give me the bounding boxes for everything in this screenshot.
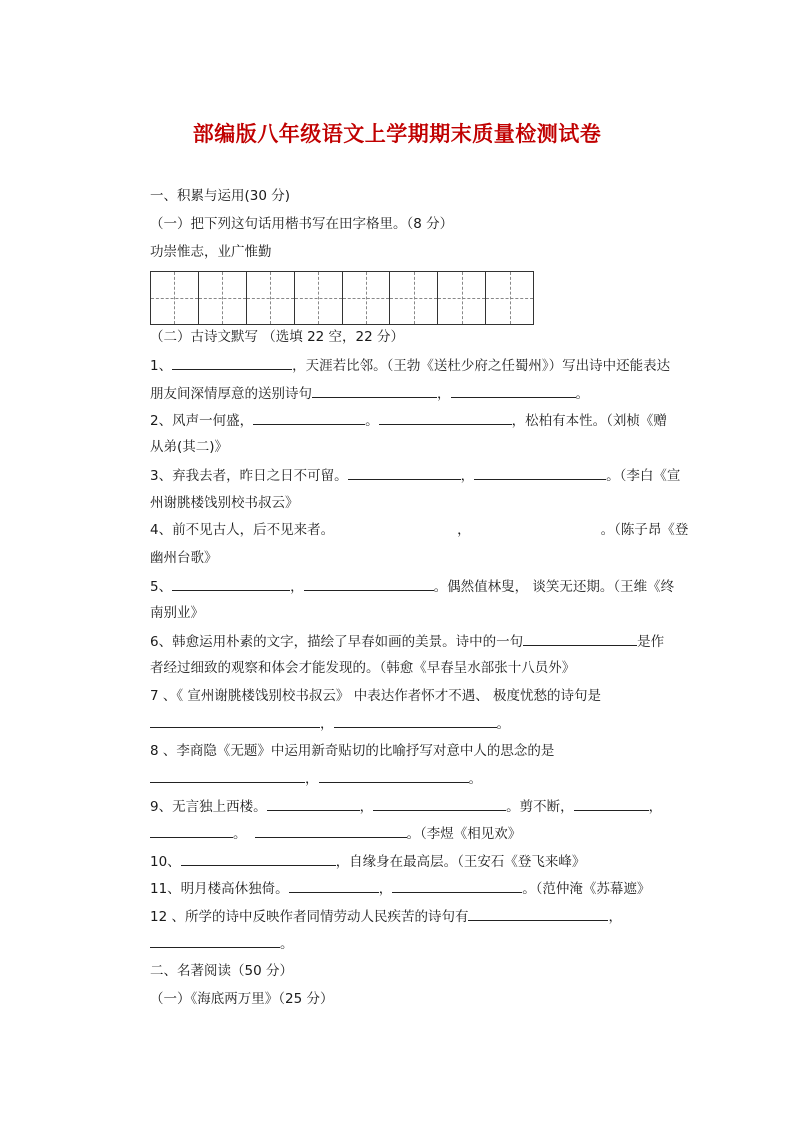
question-text: 1、 xyxy=(150,358,173,374)
question-text: 5、 xyxy=(150,579,173,595)
punct: 。 xyxy=(496,716,510,732)
question-text: 6、韩愈运用朴素的文字，描绘了早春如画的美景。诗中的一句 xyxy=(150,634,524,650)
punct: 。 xyxy=(280,936,294,952)
grid-cell[interactable] xyxy=(295,272,343,324)
answer-blank[interactable] xyxy=(150,934,280,948)
question-text: 10、 xyxy=(150,854,181,870)
punct: 。 xyxy=(575,386,589,402)
question-text: 。（陈子昂《登 xyxy=(600,522,689,538)
punct: ， xyxy=(305,771,319,787)
answer-blank[interactable] xyxy=(172,356,292,370)
section-heading-1: 一、积累与运用(30 分) xyxy=(150,188,291,204)
answer-blank[interactable] xyxy=(379,411,512,425)
punct: 。 xyxy=(233,826,247,842)
punct: ， xyxy=(290,579,304,595)
question-11 xyxy=(150,879,650,898)
answer-blank[interactable] xyxy=(304,577,434,591)
grid-cell[interactable] xyxy=(438,272,486,324)
question-12 xyxy=(150,907,622,926)
question-1-cont xyxy=(150,384,589,403)
question-text: 。（李白《宣 xyxy=(606,468,681,484)
punct: ， xyxy=(457,522,471,538)
question-7: 7 、《 宣州谢朓楼饯别校书叔云》 中表达作者怀才不遇、 极度忧愁的诗句是 xyxy=(150,688,602,704)
grid-cell[interactable] xyxy=(199,272,247,324)
answer-blank[interactable] xyxy=(253,411,365,425)
answer-blank[interactable] xyxy=(150,714,320,728)
question-text: 。偶然值林叟， 谈笑无还期。（王维《终 xyxy=(433,579,675,595)
answer-blank[interactable] xyxy=(150,824,233,838)
grid-cell[interactable] xyxy=(151,272,199,324)
question-9-cont xyxy=(150,824,521,843)
punct: ， xyxy=(437,386,451,402)
question-3 xyxy=(150,466,680,485)
question-text: ，松柏有本性。（刘桢《赠 xyxy=(511,413,667,429)
punct: 。 xyxy=(468,771,482,787)
grid-cell[interactable] xyxy=(247,272,295,324)
question-text: 。剪不断， xyxy=(506,799,574,815)
answer-blank[interactable] xyxy=(255,824,407,838)
punct: 。 xyxy=(365,413,379,429)
question-8: 8 、李商隐《无题》中运用新奇贴切的比喻抒写对意中人的思念的是 xyxy=(150,743,555,759)
question-text: 朋友间深情厚意的送别诗句 xyxy=(150,386,312,402)
question-9 xyxy=(150,797,662,816)
grid-cell[interactable] xyxy=(343,272,391,324)
question-text: ，天涯若比邻。（王勃《送杜少府之任蜀州》）写出诗中还能表达 xyxy=(292,358,671,374)
question-text: 。（范仲淹《苏幕遮》 xyxy=(522,881,651,897)
punct: ， xyxy=(378,881,393,897)
question-text: ，自缘身在最高层。（王安石《登飞来峰》 xyxy=(335,854,586,870)
practice-phrase: 功崇惟志，业广惟勤 xyxy=(150,244,272,260)
question-12-cont xyxy=(150,934,294,953)
answer-blank[interactable] xyxy=(312,384,437,398)
punct: ， xyxy=(460,468,475,484)
answer-blank[interactable] xyxy=(319,769,469,783)
question-6-cont: 者经过细致的观察和体会才能发现的。（韩愈《早春呈水部张十八员外》 xyxy=(150,660,576,676)
answer-blank[interactable] xyxy=(267,797,360,811)
punct: ， xyxy=(648,799,663,815)
answer-blank[interactable] xyxy=(451,384,576,398)
page-title: 部编版八年级语文上学期期末质量检测试卷 xyxy=(192,121,602,146)
question-7-answers xyxy=(150,714,510,733)
question-text: 2、风声一何盛， xyxy=(150,413,254,429)
answer-blank[interactable] xyxy=(348,466,461,480)
question-6 xyxy=(150,632,664,651)
question-2 xyxy=(150,411,667,430)
question-text: 9、无言独上西楼。 xyxy=(150,799,267,815)
answer-blank[interactable] xyxy=(392,879,522,893)
question-8-answers xyxy=(150,769,482,788)
question-5 xyxy=(150,577,674,596)
punct: ， xyxy=(320,716,334,732)
question-3-cont: 州谢朓楼饯别校书叔云》 xyxy=(150,495,299,511)
answer-blank[interactable] xyxy=(181,852,336,866)
punct: ， xyxy=(608,909,622,925)
question-10 xyxy=(150,852,585,871)
answer-blank[interactable] xyxy=(334,714,497,728)
question-2-cont: 从弟(其二)》 xyxy=(150,439,229,455)
question-text: 是作 xyxy=(637,634,665,650)
question-4 xyxy=(150,521,688,539)
answer-blank[interactable] xyxy=(468,907,608,921)
answer-blank[interactable] xyxy=(373,797,506,811)
tianzige-writing-grid[interactable] xyxy=(150,271,534,325)
answer-blank[interactable] xyxy=(172,577,290,591)
punct: ， xyxy=(359,799,374,815)
answer-blank[interactable] xyxy=(574,797,649,811)
part-heading-1: （一）把下列这句话用楷书写在田字格里。（8 分） xyxy=(150,216,454,232)
question-4-cont: 幽州台歌》 xyxy=(150,550,218,566)
question-text: 3、弃我去者，昨日之日不可留。 xyxy=(150,468,348,484)
part-heading-3: （一）《海底两万里》（25 分） xyxy=(150,991,334,1007)
question-text: 11、明月楼高休独倚。 xyxy=(150,881,289,897)
grid-cell[interactable] xyxy=(390,272,438,324)
answer-blank[interactable] xyxy=(150,769,305,783)
question-text: 12 、所学的诗中反映作者同情劳动人民疾苦的诗句有 xyxy=(150,909,469,925)
answer-blank[interactable] xyxy=(523,632,637,646)
question-5-cont: 南别业》 xyxy=(150,605,204,621)
question-text: 。（李煜《相见欢》 xyxy=(406,826,522,842)
answer-blank[interactable] xyxy=(289,879,379,893)
answer-blank[interactable] xyxy=(474,466,606,480)
grid-cell[interactable] xyxy=(486,272,533,324)
section-heading-2: 二、名著阅读（50 分） xyxy=(150,963,293,979)
question-text: 4、前不见古人，后不见来者。 xyxy=(150,522,335,538)
part-heading-2: （二）古诗文默写 （选填 22 空，22 分） xyxy=(150,329,405,345)
question-1 xyxy=(150,356,670,375)
